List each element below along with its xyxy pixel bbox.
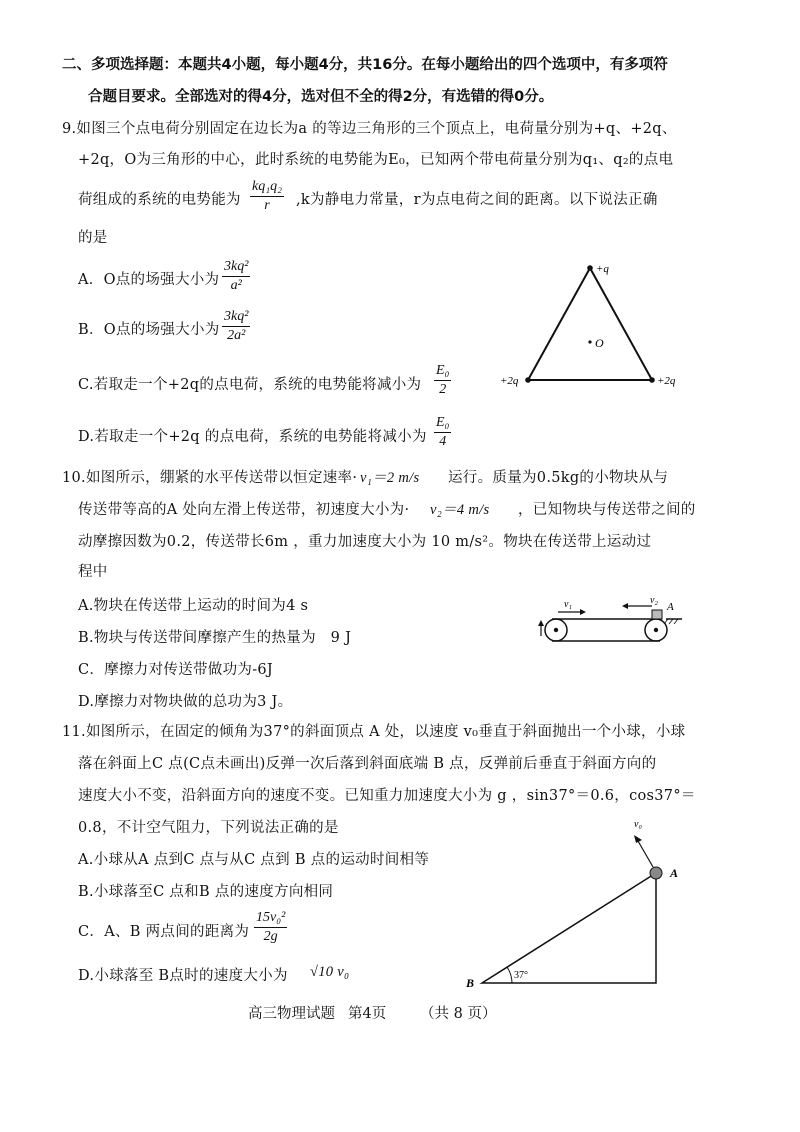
footer-total: （共 8 页）	[420, 1006, 497, 1022]
q11-stem-line1: 11.如图所示，在固定的倾角为37°的斜面顶点 A 处，以速度 v₀垂直于斜面抛出一个小球，小球	[62, 724, 686, 740]
q9-formula-numerator: kq₁q₂	[250, 179, 284, 197]
q11-option-c: C．A、B 两点间的距离为	[78, 924, 250, 940]
footer-title: 高三物理试题	[248, 1006, 335, 1022]
q9-option-a-num: 3kq²	[222, 259, 250, 277]
q10-left-pulley-axle	[554, 628, 558, 632]
q9-option-c-fraction	[434, 363, 451, 398]
q10-v2-expression: v₂＝4 m/s	[430, 502, 490, 518]
q11-label-v0: v₀	[634, 819, 642, 830]
q10-label-v2: v₂	[650, 595, 658, 606]
q11-option-c-fraction	[254, 910, 287, 945]
q11-stem-line3: 速度大小不变，沿斜面方向的速度不变。已知重力加速度大小为 g ，sin37°＝0.6，cos37°＝	[78, 788, 696, 804]
q10-rotation-arrowhead	[538, 620, 544, 626]
q9-energy-formula	[250, 179, 284, 214]
q9-stem-line3-pre: 荷组成的系统的电势能为	[78, 192, 241, 208]
q10-conveyor-figure	[534, 594, 684, 654]
q11-option-c-num: 15v₀²	[254, 910, 287, 928]
footer-page: 第4页	[348, 1006, 387, 1022]
q10-option-b: B.物块与传送带间摩擦产生的热量为 9 J	[78, 630, 352, 646]
q10-stem-line3: 动摩擦因数为0.2，传送带长6m ，重力加速度大小为 10 m/s²。物块在传送带上运动过	[78, 534, 652, 550]
q9-option-c: C.若取走一个+2q的点电荷，系统的电势能将减小为	[78, 377, 422, 393]
q9-charge-right	[649, 377, 655, 383]
q9-option-b: B．O点的场强大小为	[78, 322, 220, 338]
section-heading-line1: 二、多项选择题：本题共4小题，每小题4分，共16分。在每小题给出的四个选项中，有多项符	[62, 57, 668, 73]
q11-label-angle: 37°	[514, 970, 528, 981]
q11-v0-arrowhead	[634, 835, 642, 843]
q9-formula-denominator: r	[264, 198, 270, 213]
q10-stem-line1-pre: 10.如图所示，绷紧的水平传送带以恒定速率·	[62, 470, 358, 486]
q10-label-v1: v₁	[564, 599, 572, 610]
q11-label-a: A	[670, 866, 679, 880]
q11-incline-triangle	[482, 873, 656, 983]
q11-option-c-den: 2g	[263, 929, 278, 944]
q10-stem-line2-pre: 传送带等高的A 处向左滑上传送带，初速度大小为·	[78, 502, 410, 518]
q11-ball	[650, 867, 662, 879]
q11-stem-line4: 0.8，不计空气阻力，下列说法正确的是	[78, 820, 339, 836]
section-heading-line2: 合题目要求。全部选对的得4分，选对但不全的得2分，有选错的得0分。	[88, 89, 554, 105]
q11-v0-arrow	[638, 841, 653, 867]
q11-angle-arc	[507, 967, 512, 983]
q9-charge-left	[525, 377, 531, 383]
q10-v1-expression: v₁＝2 m/s	[360, 470, 420, 486]
q9-label-center: O	[595, 336, 604, 350]
q9-option-a: A．O点的场强大小为	[78, 272, 220, 288]
q9-stem-line1: 9.如图三个点电荷分别固定在边长为a 的等边三角形的三个顶点上，电荷量分别为+q、+2q、	[62, 121, 677, 137]
q9-label-left: +2q	[500, 375, 519, 387]
q10-option-c: C．摩擦力对传送带做功为-6J	[78, 662, 274, 678]
q9-label-top: +q	[596, 263, 609, 275]
q10-right-pulley-axle	[654, 628, 658, 632]
q9-option-d-den: 4	[439, 434, 447, 449]
q10-stem-line1-post: 运行。质量为0.5kg的小物块从与	[448, 470, 669, 486]
q9-option-d: D.若取走一个+2q 的点电荷，系统的电势能将减小为	[78, 429, 427, 445]
q11-option-d-expression: √10 v₀	[310, 964, 350, 980]
q9-option-b-den: 2a²	[227, 328, 246, 343]
q9-triangle	[528, 268, 652, 380]
q11-option-d: D.小球落至 B点时的速度大小为	[78, 968, 288, 984]
q10-block	[652, 610, 662, 619]
q10-stem-line2-post: ，已知物块与传送带之间的	[518, 502, 696, 518]
q9-charge-top	[587, 265, 593, 271]
q9-label-right: +2q	[657, 375, 676, 387]
q9-stem-line3-post: ,k为静电力常量，r为点电荷之间的距离。以下说法正确	[296, 192, 658, 208]
q9-center-dot	[588, 340, 591, 343]
q11-label-b: B	[466, 976, 475, 990]
q10-v1-arrowhead	[580, 609, 586, 615]
q9-option-c-den: 2	[439, 382, 447, 397]
q11-incline-figure	[460, 815, 690, 990]
q9-option-d-num: E₀	[434, 415, 451, 433]
q9-option-a-fraction	[222, 259, 250, 294]
q10-v2-arrowhead	[622, 603, 628, 609]
q9-stem-line2: +2q，O为三角形的中心，此时系统的电势能为E₀，已知两个带电荷量分别为q₁、q₂的点电	[78, 152, 674, 168]
q9-stem-line4: 的是	[78, 230, 108, 246]
q10-stem-line4: 程中	[78, 564, 108, 580]
q9-option-a-den: a²	[230, 278, 242, 293]
q10-label-a: A	[667, 601, 674, 613]
q11-option-b: B.小球落至C 点和B 点的速度方向相同	[78, 884, 334, 900]
q11-stem-line2: 落在斜面上C 点(C点未画出)反弹一次后落到斜面底端 B 点，反弹前后垂直于斜面方向的	[78, 756, 657, 772]
q9-option-b-num: 3kq²	[222, 309, 250, 327]
q9-option-c-num: E₀	[434, 363, 451, 381]
q10-option-d: D.摩擦力对物块做的总功为3 J。	[78, 694, 293, 710]
q11-option-a: A.小球从A 点到C 点与从C 点到 B 点的运动时间相等	[78, 852, 430, 868]
q9-triangle-figure	[490, 258, 700, 398]
q10-option-a: A.物块在传送带上运动的时间为4 s	[78, 598, 309, 614]
q9-option-d-fraction	[434, 415, 451, 450]
q9-option-b-fraction	[222, 309, 250, 344]
